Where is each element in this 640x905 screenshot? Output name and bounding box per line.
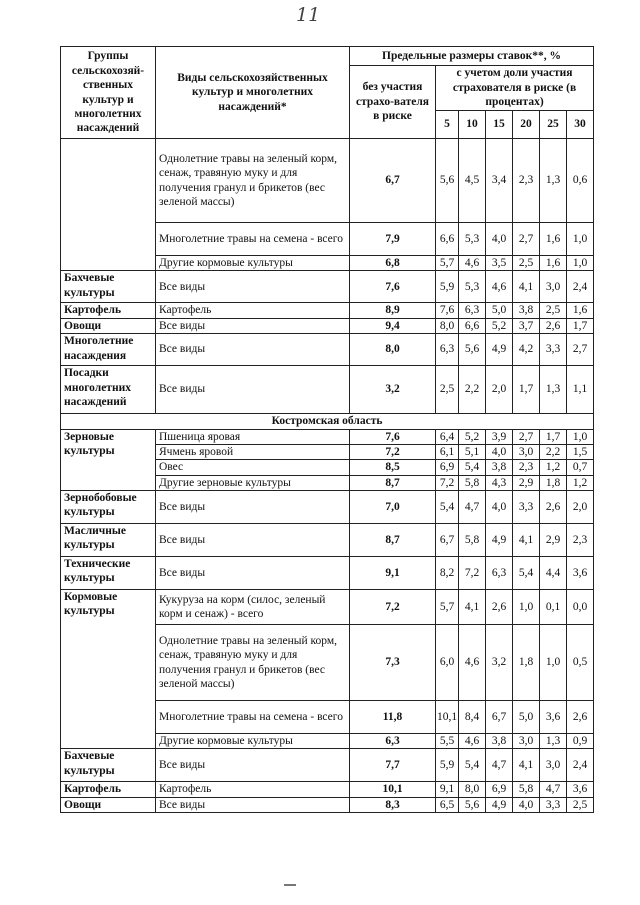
base-rate-cell: 9,1 <box>350 557 436 590</box>
rate-cell: 4,0 <box>486 491 513 524</box>
rate-cell: 5,0 <box>486 303 513 318</box>
header-without-insured: без участия страхо-вателя в риске <box>350 66 436 139</box>
rate-cell: 5,8 <box>459 475 486 490</box>
group-cell: Бахчевые культуры <box>61 271 156 303</box>
crop-kind-cell: Картофель <box>156 782 350 797</box>
rate-cell: 7,6 <box>436 303 459 318</box>
rate-cell: 3,2 <box>486 625 513 701</box>
rate-cell: 3,6 <box>567 782 594 797</box>
rate-cell: 2,2 <box>459 366 486 414</box>
rate-cell: 1,3 <box>540 734 567 749</box>
crop-kind-cell: Пшеница яровая <box>156 429 350 444</box>
group-cell: Овощи <box>61 318 156 333</box>
rate-cell: 0,9 <box>567 734 594 749</box>
rate-cell: 7,2 <box>459 557 486 590</box>
rate-cell: 4,9 <box>486 334 513 366</box>
base-rate-cell: 6,7 <box>350 139 436 223</box>
rate-cell: 2,6 <box>540 491 567 524</box>
base-rate-cell: 8,0 <box>350 334 436 366</box>
rate-cell: 1,1 <box>567 366 594 414</box>
rate-cell: 0,6 <box>567 139 594 223</box>
rate-cell: 3,9 <box>486 429 513 444</box>
rate-cell: 4,2 <box>513 334 540 366</box>
base-rate-cell: 7,9 <box>350 223 436 256</box>
base-rate-cell: 7,6 <box>350 429 436 444</box>
header-share-25: 25 <box>540 111 567 139</box>
rate-cell: 2,9 <box>513 475 540 490</box>
rate-cell: 2,3 <box>567 524 594 557</box>
base-rate-cell: 10,1 <box>350 782 436 797</box>
rate-cell: 3,7 <box>513 318 540 333</box>
rate-cell: 3,0 <box>513 734 540 749</box>
rate-cell: 1,0 <box>567 429 594 444</box>
rate-cell: 2,0 <box>486 366 513 414</box>
rate-cell: 3,8 <box>486 734 513 749</box>
rate-cell: 3,0 <box>513 444 540 459</box>
base-rate-cell: 7,3 <box>350 625 436 701</box>
rate-cell: 5,9 <box>436 271 459 303</box>
rate-cell: 7,2 <box>436 475 459 490</box>
group-cell <box>61 139 156 271</box>
base-rate-cell: 3,2 <box>350 366 436 414</box>
base-rate-cell: 9,4 <box>350 318 436 333</box>
rate-cell: 6,3 <box>436 334 459 366</box>
rate-cell: 2,7 <box>513 223 540 256</box>
base-rate-cell: 8,9 <box>350 303 436 318</box>
rate-cell: 2,4 <box>567 271 594 303</box>
group-cell: Кормовые культуры <box>61 590 156 749</box>
rate-cell: 8,2 <box>436 557 459 590</box>
rate-cell: 1,3 <box>540 139 567 223</box>
crop-kind-cell: Все виды <box>156 491 350 524</box>
rate-cell: 2,3 <box>513 460 540 475</box>
rate-cell: 6,3 <box>486 557 513 590</box>
rate-cell: 6,6 <box>459 318 486 333</box>
rate-cell: 4,1 <box>513 749 540 782</box>
rate-cell: 4,1 <box>513 271 540 303</box>
rate-cell: 2,6 <box>540 318 567 333</box>
rate-cell: 1,2 <box>567 475 594 490</box>
header-share-30: 30 <box>567 111 594 139</box>
rate-cell: 3,6 <box>567 557 594 590</box>
rate-cell: 3,5 <box>486 256 513 271</box>
header-group: Группы сельскохозяй-ственных культур и многолетних насаждений <box>61 47 156 139</box>
group-cell: Посадки многолетних насаждений <box>61 366 156 414</box>
rate-cell: 4,0 <box>513 797 540 812</box>
rate-cell: 5,4 <box>459 460 486 475</box>
rate-cell: 1,7 <box>540 429 567 444</box>
rate-cell: 4,5 <box>459 139 486 223</box>
rate-cell: 1,3 <box>540 366 567 414</box>
base-rate-cell: 7,7 <box>350 749 436 782</box>
rate-cell: 9,1 <box>436 782 459 797</box>
rate-cell: 5,8 <box>459 524 486 557</box>
header-kind: Виды сельскохозяйственных культур и многолетних насаждений* <box>156 47 350 139</box>
rate-cell: 6,7 <box>436 524 459 557</box>
crop-kind-cell: Однолетние травы на зеленый корм, сенаж, травяную муку и для получения гранул и брикетов (вес зеленой массы) <box>156 139 350 223</box>
base-rate-cell: 8,7 <box>350 524 436 557</box>
base-rate-cell: 8,3 <box>350 797 436 812</box>
rate-cell: 4,1 <box>513 524 540 557</box>
page-number: 11 <box>296 4 321 26</box>
rate-cell: 2,5 <box>436 366 459 414</box>
header-with-share: с учетом доли участия страхователя в риске (в процентах) <box>436 66 594 111</box>
rate-cell: 4,3 <box>486 475 513 490</box>
rate-cell: 4,0 <box>486 444 513 459</box>
group-cell: Зерновые культуры <box>61 429 156 491</box>
base-rate-cell: 7,2 <box>350 590 436 625</box>
base-rate-cell: 11,8 <box>350 701 436 734</box>
rate-cell: 4,4 <box>540 557 567 590</box>
rate-cell: 1,0 <box>567 223 594 256</box>
rate-cell: 6,9 <box>486 782 513 797</box>
rate-cell: 1,6 <box>540 223 567 256</box>
rate-cell: 3,3 <box>540 334 567 366</box>
rate-cell: 6,4 <box>436 429 459 444</box>
rate-cell: 3,3 <box>540 797 567 812</box>
rate-cell: 3,8 <box>513 303 540 318</box>
rate-cell: 1,5 <box>567 444 594 459</box>
rate-cell: 1,0 <box>513 590 540 625</box>
rate-cell: 4,6 <box>459 625 486 701</box>
base-rate-cell: 7,0 <box>350 491 436 524</box>
base-rate-cell: 6,3 <box>350 734 436 749</box>
rate-cell: 6,9 <box>436 460 459 475</box>
rate-cell: 2,0 <box>567 491 594 524</box>
header-limit-rates: Предельные размеры ставок**, % <box>350 47 594 66</box>
base-rate-cell: 7,6 <box>350 271 436 303</box>
rate-cell: 4,7 <box>540 782 567 797</box>
rate-cell: 2,5 <box>513 256 540 271</box>
rate-cell: 6,0 <box>436 625 459 701</box>
rate-cell: 4,6 <box>459 734 486 749</box>
rate-cell: 3,6 <box>540 701 567 734</box>
group-cell: Зернобобовые культуры <box>61 491 156 524</box>
crop-kind-cell: Все виды <box>156 271 350 303</box>
rate-cell: 5,4 <box>459 749 486 782</box>
crop-kind-cell: Однолетние травы на зеленый корм, сенаж, травяную муку и для получения гранул и брикетов (вес зеленой массы) <box>156 625 350 701</box>
rate-cell: 5,6 <box>459 797 486 812</box>
crop-kind-cell: Все виды <box>156 318 350 333</box>
rate-cell: 5,4 <box>436 491 459 524</box>
rate-cell: 5,4 <box>513 557 540 590</box>
group-cell: Многолетние насаждения <box>61 334 156 366</box>
rate-cell: 8,4 <box>459 701 486 734</box>
rate-cell: 3,0 <box>540 271 567 303</box>
rate-cell: 4,7 <box>459 491 486 524</box>
rate-cell: 5,8 <box>513 782 540 797</box>
rate-cell: 5,6 <box>436 139 459 223</box>
rate-cell: 1,6 <box>540 256 567 271</box>
rate-cell: 2,7 <box>567 334 594 366</box>
rate-cell: 2,2 <box>540 444 567 459</box>
rate-cell: 8,0 <box>459 782 486 797</box>
crop-kind-cell: Овес <box>156 460 350 475</box>
group-cell: Масличные культуры <box>61 524 156 557</box>
rate-cell: 3,4 <box>486 139 513 223</box>
rate-cell: 3,3 <box>513 491 540 524</box>
rate-cell: 1,7 <box>567 318 594 333</box>
crop-kind-cell: Все виды <box>156 524 350 557</box>
rate-cell: 1,8 <box>540 475 567 490</box>
crop-kind-cell: Другие зерновые культуры <box>156 475 350 490</box>
rate-cell: 5,2 <box>459 429 486 444</box>
crop-kind-cell: Все виды <box>156 749 350 782</box>
rate-cell: 4,0 <box>486 223 513 256</box>
rate-cell: 4,7 <box>486 749 513 782</box>
crop-kind-cell: Картофель <box>156 303 350 318</box>
rate-cell: 6,6 <box>436 223 459 256</box>
header-share-20: 20 <box>513 111 540 139</box>
region-title: Костромская область <box>61 414 594 429</box>
rate-cell: 3,0 <box>540 749 567 782</box>
rate-cell: 5,3 <box>459 271 486 303</box>
header-share-15: 15 <box>486 111 513 139</box>
crop-kind-cell: Все виды <box>156 557 350 590</box>
base-rate-cell: 8,7 <box>350 475 436 490</box>
rate-cell: 2,6 <box>567 701 594 734</box>
base-rate-cell: 7,2 <box>350 444 436 459</box>
rate-cell: 3,8 <box>486 460 513 475</box>
rate-cell: 0,0 <box>567 590 594 625</box>
rate-cell: 8,0 <box>436 318 459 333</box>
rate-cell: 5,5 <box>436 734 459 749</box>
group-cell: Бахчевые культуры <box>61 749 156 782</box>
rate-cell: 2,7 <box>513 429 540 444</box>
rate-cell: 4,9 <box>486 797 513 812</box>
rate-cell: 5,7 <box>436 256 459 271</box>
rate-cell: 1,0 <box>567 256 594 271</box>
crop-kind-cell: Многолетние травы на семена - всего <box>156 223 350 256</box>
base-rate-cell: 6,8 <box>350 256 436 271</box>
rate-cell: 0,7 <box>567 460 594 475</box>
rate-cell: 5,1 <box>459 444 486 459</box>
rate-cell: 1,2 <box>540 460 567 475</box>
crop-kind-cell: Другие кормовые культуры <box>156 734 350 749</box>
rate-cell: 6,3 <box>459 303 486 318</box>
header-share-5: 5 <box>436 111 459 139</box>
scan-mark <box>284 884 296 886</box>
rate-cell: 2,9 <box>540 524 567 557</box>
rate-cell: 2,4 <box>567 749 594 782</box>
rate-cell: 2,5 <box>567 797 594 812</box>
rate-cell: 2,6 <box>486 590 513 625</box>
group-cell: Картофель <box>61 782 156 797</box>
rate-cell: 5,3 <box>459 223 486 256</box>
crop-kind-cell: Все виды <box>156 797 350 812</box>
rate-cell: 1,0 <box>540 625 567 701</box>
header-share-10: 10 <box>459 111 486 139</box>
rate-cell: 1,8 <box>513 625 540 701</box>
rate-cell: 6,7 <box>486 701 513 734</box>
rate-cell: 5,7 <box>436 590 459 625</box>
crop-kind-cell: Другие кормовые культуры <box>156 256 350 271</box>
crop-kind-cell: Ячмень яровой <box>156 444 350 459</box>
rate-cell: 5,9 <box>436 749 459 782</box>
group-cell: Технические культуры <box>61 557 156 590</box>
rate-cell: 5,2 <box>486 318 513 333</box>
rate-cell: 5,0 <box>513 701 540 734</box>
rate-cell: 1,6 <box>567 303 594 318</box>
rate-cell: 4,1 <box>459 590 486 625</box>
rate-cell: 5,6 <box>459 334 486 366</box>
rate-cell: 4,6 <box>486 271 513 303</box>
rate-cell: 6,5 <box>436 797 459 812</box>
rate-cell: 0,5 <box>567 625 594 701</box>
crop-kind-cell: Все виды <box>156 334 350 366</box>
crop-kind-cell: Многолетние травы на семена - всего <box>156 701 350 734</box>
group-cell: Картофель <box>61 303 156 318</box>
rate-cell: 4,6 <box>459 256 486 271</box>
rate-cell: 10,1 <box>436 701 459 734</box>
crop-kind-cell: Все виды <box>156 366 350 414</box>
rate-cell: 4,9 <box>486 524 513 557</box>
rate-cell: 2,5 <box>540 303 567 318</box>
rate-cell: 1,7 <box>513 366 540 414</box>
crop-kind-cell: Кукуруза на корм (силос, зеленый корм и сенаж) - всего <box>156 590 350 625</box>
insurance-rates-table <box>60 46 594 813</box>
rate-cell: 2,3 <box>513 139 540 223</box>
rate-cell: 0,1 <box>540 590 567 625</box>
base-rate-cell: 8,5 <box>350 460 436 475</box>
group-cell: Овощи <box>61 797 156 812</box>
rate-cell: 6,1 <box>436 444 459 459</box>
